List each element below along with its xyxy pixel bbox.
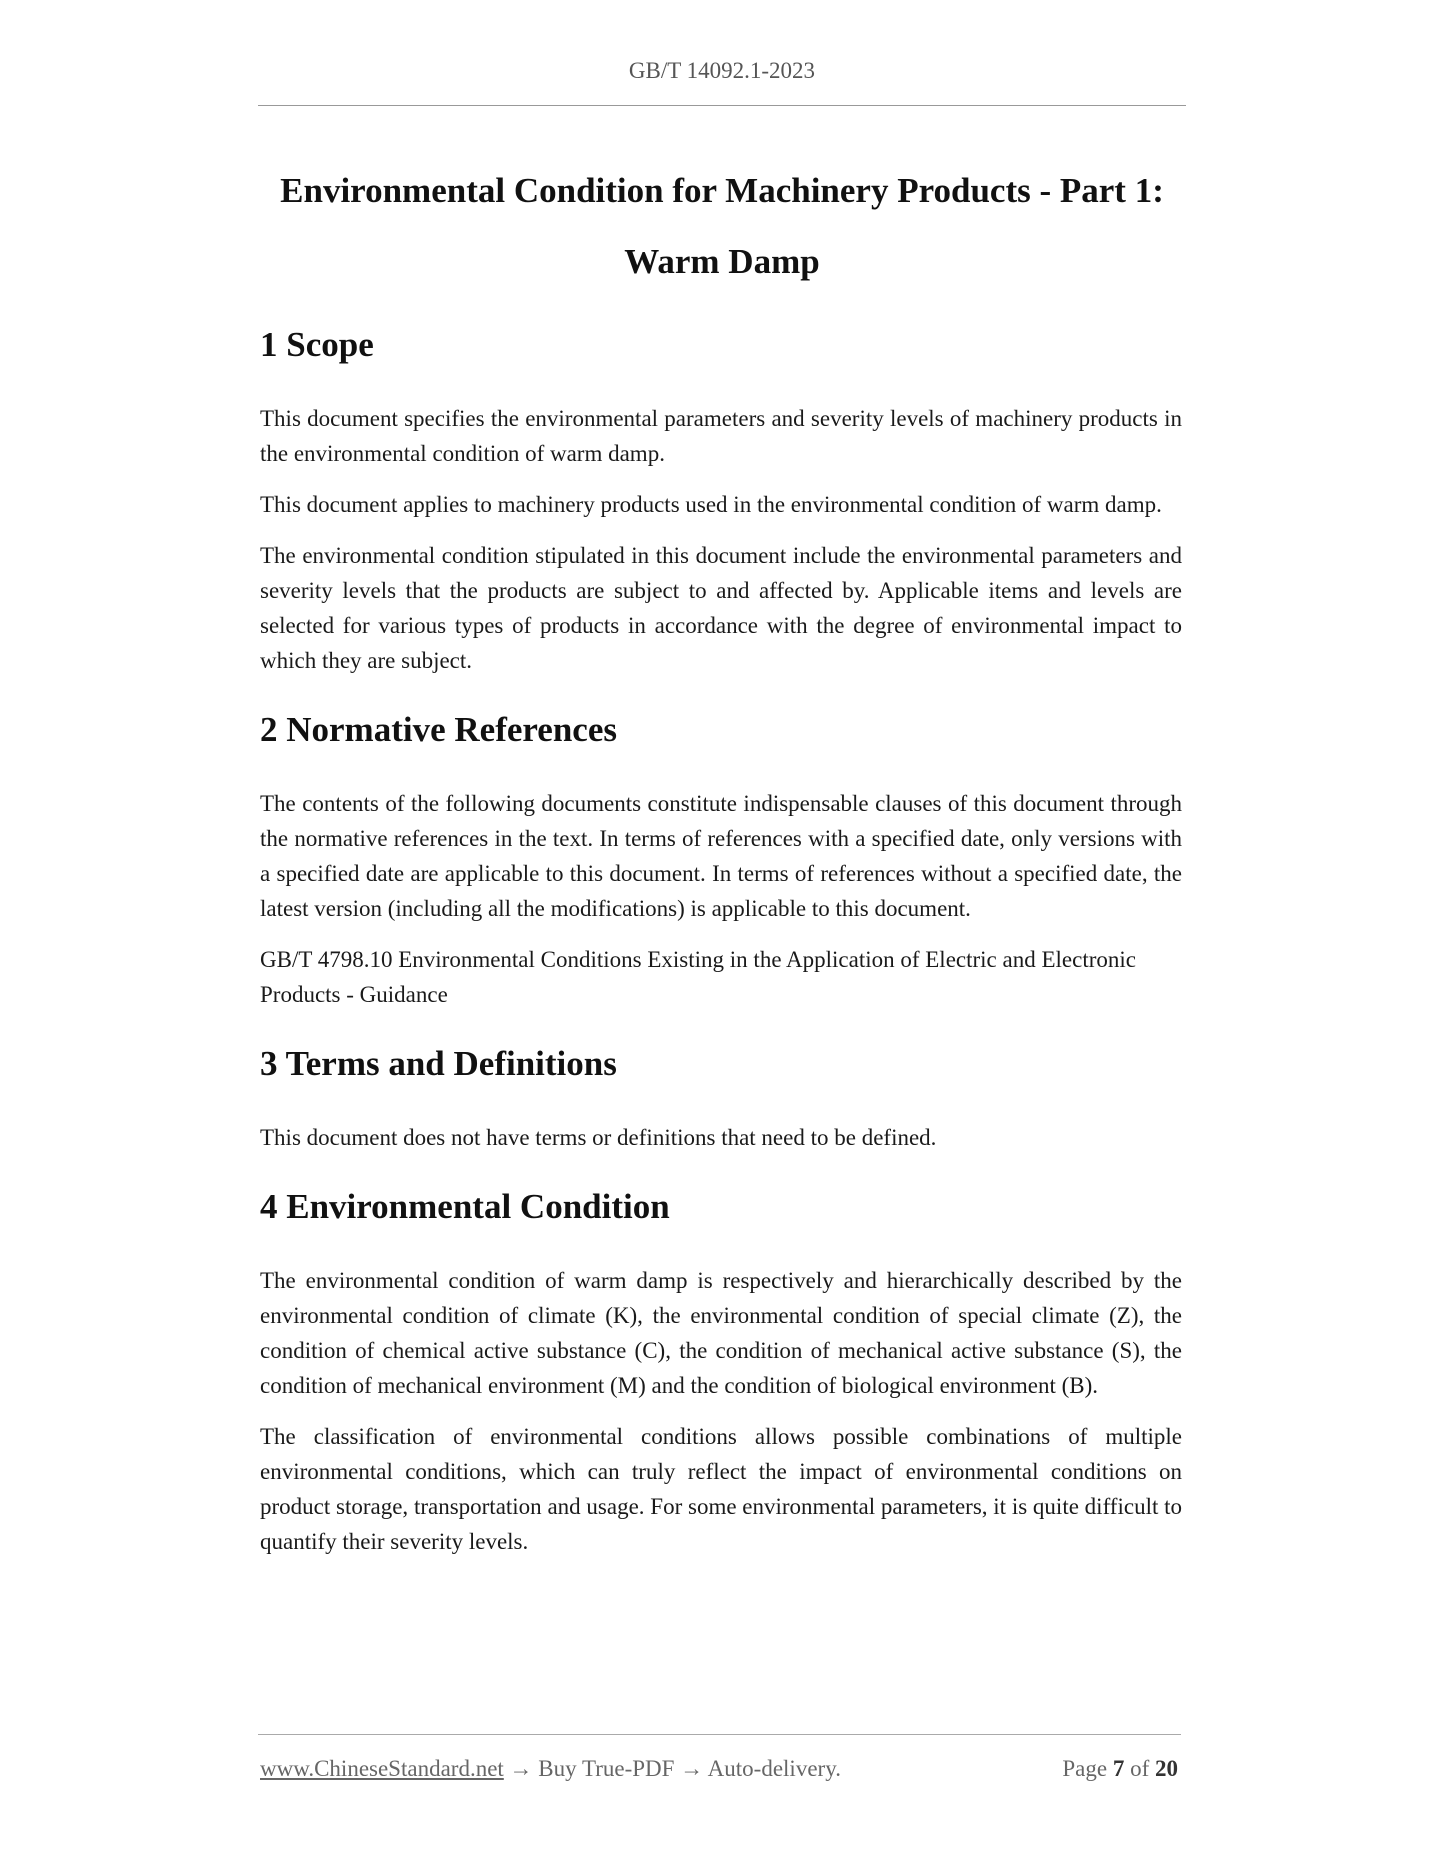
page-of-label: of [1130,1756,1150,1781]
section-heading: 1 Scope [260,325,374,364]
reference-entry: GB/T 4798.10 Environmental Conditions Existing in the Application of Electric and Electronic Products - Guidance [260,947,1136,1007]
paragraph: The contents of the following documents constitute indispensable clauses of this document through the normative references in the text. In terms of references with a specified date, only versions with a specified date are applicable to this document. In terms of references without a specified date, the latest version (including all the modifications) is applicable to this document. [260,791,1182,921]
footer-promo [260,1756,841,1782]
arrow-right-icon: → [680,1756,704,1781]
arrow-right-icon: → [509,1756,533,1781]
paragraph: The environmental condition stipulated in this document include the environmental parameters and severity levels that the products are subject to and affected by. Applicable items and levels are selected for various types of products in accordance with the degree of environmental impact to which they are subject. [260,543,1182,673]
auto-delivery-text: Auto-delivery. [707,1756,841,1781]
section-environmental-condition [260,1179,1182,1559]
paragraph: This document does not have terms or definitions that need to be defined. [260,1125,937,1150]
section-terms-definitions [260,1036,1182,1155]
section-heading: 2 Normative References [260,710,617,749]
section-heading: 3 Terms and Definitions [260,1044,617,1083]
document-title-line-2: Warm Damp [624,242,820,281]
page-label: Page [1062,1756,1108,1781]
document-title [258,155,1186,297]
current-page: 7 [1112,1756,1125,1781]
buy-pdf-text: Buy True-PDF [538,1756,675,1781]
running-header [258,58,1186,84]
page-number [1062,1756,1178,1782]
header-divider [258,105,1186,106]
paragraph: The classification of environmental conditions allows possible combinations of multiple environmental conditions, which can truly reflect the impact of environmental conditions on product storage, transportation and usage. For some environmental parameters, it is quite difficult to quantify their severity levels. [260,1424,1182,1554]
paragraph: The environmental condition of warm damp is respectively and hierarchically described by the environmental condition of climate (K), the environmental condition of special climate (Z), the condition of chemical active substance (C), the condition of mechanical active substance (S), the condition of mechanical environment (M) and the condition of biological environment (B). [260,1268,1182,1398]
total-pages: 20 [1155,1756,1178,1781]
paragraph: This document specifies the environmental parameters and severity levels of machinery products in the environmental condition of warm damp. [260,406,1182,466]
section-normative-references [260,702,1182,1012]
section-scope [260,317,1182,678]
section-heading: 4 Environmental Condition [260,1187,670,1226]
website-link[interactable]: www.ChineseStandard.net [260,1756,504,1781]
paragraph: This document applies to machinery products used in the environmental condition of warm damp. [260,492,1162,517]
document-body [260,317,1182,1559]
footer-divider [258,1734,1181,1735]
document-title-line-1: Environmental Condition for Machinery Products - Part 1: [280,171,1164,210]
standard-code: GB/T 14092.1-2023 [628,58,816,83]
